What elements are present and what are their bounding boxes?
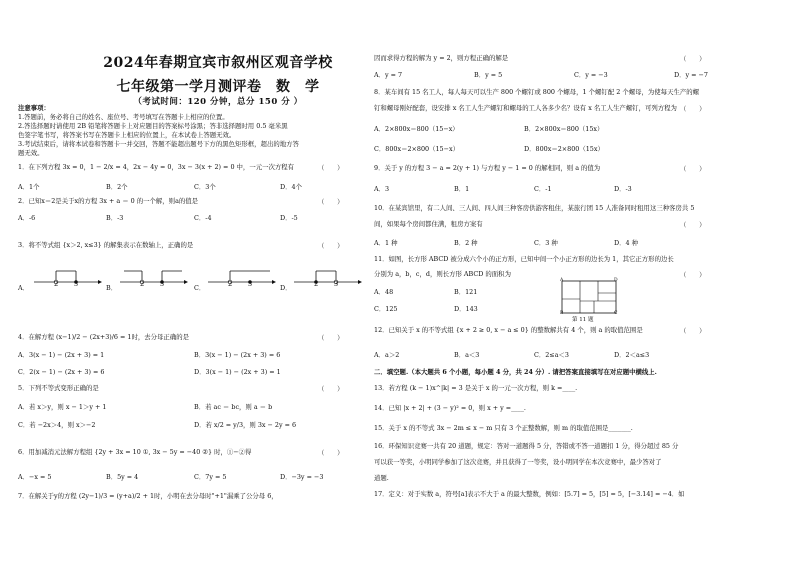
q3-numberline-d: [292, 264, 362, 290]
q2-stem: 2．已知x＝2是关于x的方程 3x + a ＝ 0 的一个解，则a的值是: [18, 197, 199, 205]
q16-line2: 可以获一等奖，小明同学参加了这次竞赛，并且获得了一等奖，设小明同学在本次竞赛中，最少答对了: [374, 458, 662, 466]
note-2a: 2.答选择题时请使用 2B 铅笔将答题卡上对应题目的答案标号涂黑；答非选择题时用 0.5 毫米黑: [18, 122, 288, 130]
q11-point-b: B: [560, 311, 564, 316]
q10-option-b: B．2 种: [454, 239, 478, 247]
q10-line2: 间，如果每个房间都住满，租房方案有: [374, 220, 483, 228]
q3-numberline-b: [118, 264, 188, 290]
q12-option-c: C．2≤a＜3: [534, 351, 569, 359]
q3-d-tick-3: 3: [334, 280, 339, 288]
q11-line2: 分别为 a，b，c，d，则长方形 ABCD 的面积为: [374, 270, 511, 278]
q5-option-b: B．若 ac ＝ bc，则 a ＝ b: [194, 403, 273, 411]
q9-option-c: C．-1: [534, 185, 552, 193]
q12-option-a: A．a＞2: [374, 351, 400, 359]
q4-option-b: B．3(x − 1) − (2x + 3) = 6: [194, 351, 281, 359]
notes-heading: 注意事项：: [18, 104, 50, 112]
q8-option-a: A．2×800x＝800（15−x）: [374, 125, 459, 133]
q11-option-d: D．143: [454, 305, 478, 313]
q5-stem: 5．下列不等式变形正确的是: [18, 384, 99, 392]
q3-option-b: B．: [106, 284, 118, 292]
exam-info: （考试时间：120 分钟，总分 150 分 ）: [133, 97, 303, 107]
q12-answer-paren: （ ）: [680, 327, 706, 335]
q8-option-c: C．800x＝2×800（15−x）: [374, 145, 459, 153]
q9-option-d: D．-3: [614, 185, 632, 193]
q3-stem: 3．将不等式组 {x＞2, x≤3} 的解集表示在数轴上，正确的是: [18, 241, 194, 249]
q9-option-a: A．3: [374, 185, 390, 193]
q11-point-a: A: [560, 278, 564, 283]
q10-answer-paren: （ ）: [680, 221, 706, 229]
q14-stem: 14．已知 |x + 2| + (3 − y)² = 0，则 x + y =____.: [374, 404, 526, 412]
q11-figure: [560, 277, 620, 319]
q7-option-b: B．y = 5: [474, 71, 503, 79]
note-3b: 题无效。: [18, 149, 44, 157]
q6-answer-paren: （ ）: [318, 449, 344, 457]
q6-option-b: B．5y = 4: [106, 473, 139, 481]
q3-b-tick-2: 2: [140, 280, 145, 288]
q16-line3: 道题.: [374, 474, 389, 482]
q3-b-tick-3: 3: [160, 280, 165, 288]
q6-stem: 6．用加减消元法解方程组 {2y + 3x = 10 ①, 3x − 5y = −40 ②} 时，①−②得: [18, 448, 252, 456]
q3-a-tick-2: 2: [54, 280, 59, 288]
q12-option-d: D．2＜a≤3: [614, 351, 650, 359]
q11-answer-paren: （ ）: [680, 271, 706, 279]
q11-option-b: B．121: [454, 288, 478, 296]
q10-option-d: D．4 种: [614, 239, 639, 247]
q2-answer-paren: （ ）: [318, 198, 344, 206]
q9-option-b: B．1: [454, 185, 470, 193]
q8-option-b: B．2×800x＝800（15x）: [524, 125, 604, 133]
section2-heading: 二．填空题.（本大题共 6 个小题，每小题 4 分，共 24 分）. 请把答案直接填写在对应题中横线上.: [374, 368, 657, 376]
q8-line1: 8．某车间有 15 名工人，每人每天可以生产 800 个螺钉或 800 个螺母，1 个螺钉配 2 个螺母，为使每天生产的螺: [374, 88, 700, 96]
q8-option-d: D．800x＝2×800（15x）: [524, 145, 604, 153]
q7-continued-stem: 因而求得方程的解为 y = 2，则方程正确的解是: [374, 54, 509, 62]
q11-option-c: C．125: [374, 305, 398, 313]
exam-title-line1: 2024年春期宜宾市叙州区观音学校: [103, 55, 333, 71]
exam-title-line2: 七年级第一学月测评卷 数 学: [116, 79, 320, 95]
q7-stem: 7．在解关于y的方程 (2y−1)/3 = (y+a)/2 + 1时，小明在去分母时"+1"漏乘了公分母 6，: [18, 492, 278, 500]
q3-numberline-c: [206, 264, 276, 290]
q10-line1: 10．在某宾馆里，有二人间、三人间、四人间三种客房供游客租住，某旅行团 15 人准备同时租用这三种客房共 5: [374, 204, 695, 212]
q10-option-c: C．3 种: [534, 239, 558, 247]
q6-option-d: D．−3y = −3: [280, 473, 324, 481]
q12-stem: 12．已知关于 x 的不等式组 {x + 2 ≥ 0, x − a ≤ 0} 的整数解共有 4 个，则 a 的取值范围是: [374, 326, 643, 334]
q4-option-a: A．3(x − 1) − (2x + 3) = 1: [18, 351, 105, 359]
q2-option-a: A．-6: [18, 214, 36, 222]
q7-option-d: D．y = −7: [674, 71, 708, 79]
q1-option-a: A．1个: [18, 183, 40, 191]
q7-option-c: C．y = −3: [574, 71, 608, 79]
q3-option-a: A．: [18, 284, 30, 292]
q11-point-c: C: [614, 311, 618, 316]
q3-c-tick-2: 2: [228, 280, 233, 288]
q4-option-c: C．2(x − 1) − (2x + 3) = 6: [18, 368, 105, 376]
q11-line1: 11．如图，长方形 ABCD 被分成六个小的正方形，已知中间一个小正方形的边长为 1，其它正方形的边长: [374, 255, 674, 263]
q2-option-c: C．-4: [194, 214, 212, 222]
q4-answer-paren: （ ）: [318, 334, 344, 342]
q8-answer-paren: （ ）: [680, 105, 706, 113]
q10-option-a: A．1 种: [374, 239, 398, 247]
q2-option-d: D．-5: [280, 214, 298, 222]
q11-figure-caption: 第 11 题: [572, 317, 594, 323]
q4-option-d: D．3(x − 1) − (2x + 3) = 1: [194, 368, 281, 376]
q3-answer-paren: （ ）: [318, 242, 344, 250]
q5-option-a: A．若 x＞y，则 x − 1＞y + 1: [18, 403, 107, 411]
q5-option-c: C．若 −2x＞4，则 x＞−2: [18, 421, 96, 429]
q9-answer-paren: （ ）: [680, 165, 706, 173]
q5-option-d: D．若 x/2 = y/3，则 3x − 2y = 6: [194, 421, 297, 429]
q7-answer-paren: （ ）: [680, 55, 706, 63]
q4-stem: 4．在解方程 (x−1)/2 − (2x+3)/6 = 1时，去分母正确的是: [18, 333, 189, 341]
q2-option-b: B．-3: [106, 214, 124, 222]
q3-a-tick-3: 3: [74, 280, 79, 288]
q16-line1: 16．环保知识竞赛一共有 20 道题，规定：答对一道题得 5 分，答错或不答一道题扣 1 分，得分超过 85 分: [374, 442, 679, 450]
q6-option-c: C．7y = 5: [194, 473, 227, 481]
q12-option-b: B．a＜3: [454, 351, 480, 359]
q6-option-a: A．−x = 5: [18, 473, 52, 481]
q11-option-a: A．48: [374, 288, 394, 296]
q8-line2: 钉和螺母刚好配套，设安排 x 名工人生产螺钉和螺母的工人各多少名？设有 x 名工人生产螺钉，可列方程为: [374, 104, 677, 112]
q7-option-a: A．y = 7: [374, 71, 403, 79]
q1-answer-paren: （ ）: [318, 164, 344, 172]
q15-stem: 15．关于 x 的不等式 3x − 2m ≤ x − m 只有 3 个正整数解，则 m 的取值范围是_______.: [374, 424, 633, 432]
q9-stem: 9．关于 y 的方程 3 − a = 2(y + 1) 与方程 y − 1 = 0 的解相同，则 a 的值为: [374, 164, 601, 172]
q3-option-d: D．: [280, 284, 292, 292]
note-2b: 色签字笔书写，将答案书写在答题卡上相应的位置上，在本试卷上答题无效。: [18, 131, 236, 139]
q13-stem: 13．若方程 (k − 1)x^|k| = 3 是关于 x 的一元一次方程，则 k =____.: [374, 384, 578, 392]
q1-option-b: B．2个: [106, 183, 128, 191]
note-3a: 3.考试结束后，请将本试卷和答题卡一并交回，答题不能超出题号下方的黑色矩形框，超出的地方答: [18, 140, 299, 148]
q1-option-d: D．4个: [280, 183, 302, 191]
q1-stem: 1．在下列方程 3x = 0，1 − 2/x = 4，2x − 4y = 0，3x − 3(x + 2) = 0 中，一元一次方程有: [18, 163, 295, 171]
q5-answer-paren: （ ）: [318, 385, 344, 393]
q3-option-c: C．: [194, 284, 206, 292]
q17-stem: 17．定义：对于实数 a，符号[a]表示不大于 a 的最大整数，例如：[5.7] = 5，[5] = 5，[−3.14] = −4．如: [374, 490, 685, 498]
note-1: 1.答题前，务必将自己的姓名、座位号、考号填写在答题卡上相应的位置。: [18, 113, 229, 121]
q1-option-c: C．3个: [194, 183, 216, 191]
q3-d-tick-2: 2: [314, 280, 319, 288]
q3-c-tick-3: 3: [248, 280, 253, 288]
q11-point-d: D: [614, 278, 618, 283]
q3-numberline-a: [32, 264, 102, 290]
